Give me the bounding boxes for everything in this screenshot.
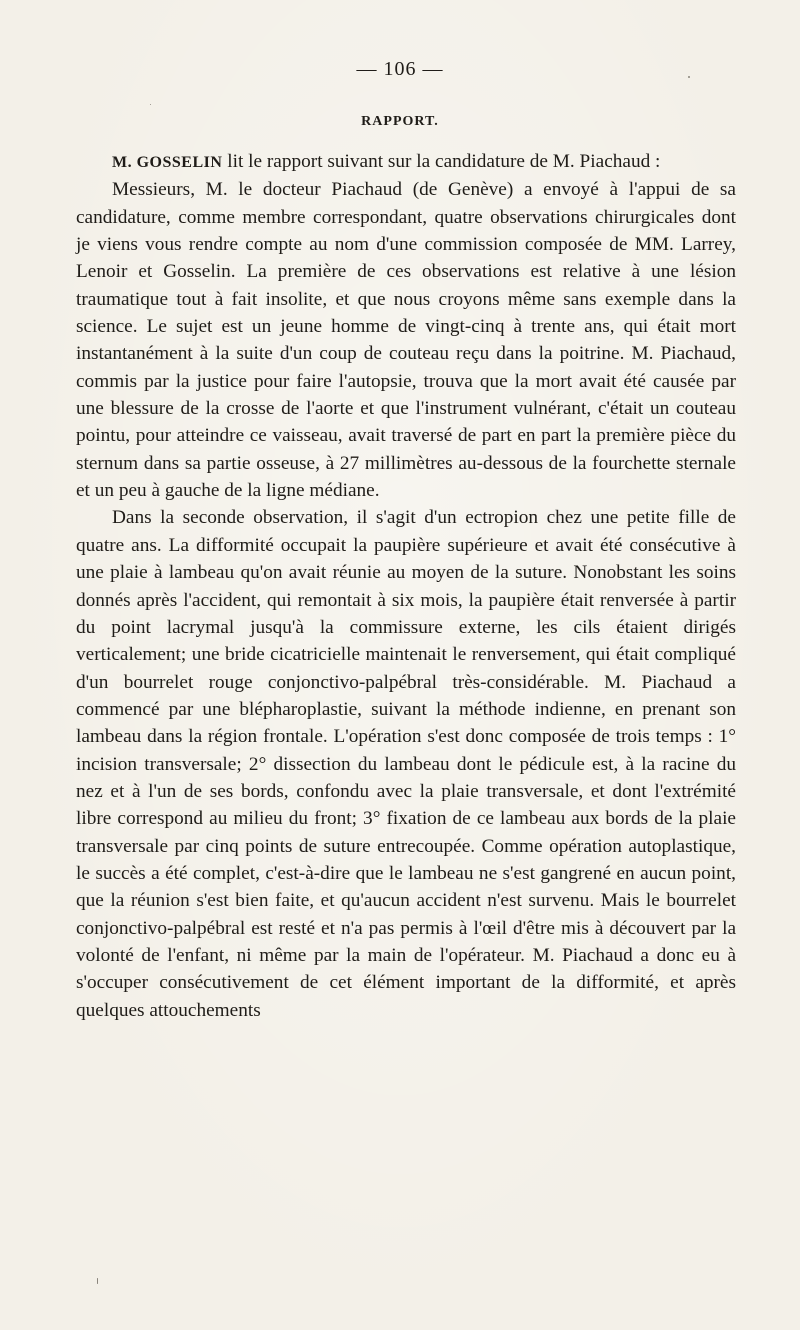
paragraph-intro (76, 148, 736, 176)
paper-speck (97, 1278, 98, 1284)
paper-speck (688, 76, 690, 78)
section-heading: RAPPORT. (361, 114, 439, 129)
paragraph-intro-text: lit le rapport suivant sur la candidature de M. Piachaud : (222, 151, 661, 172)
paragraph-first-observation: Messieurs, M. le docteur Piachaud (de Genève) a envoyé à l'appui de sa candidature, comme membre correspondant, quatre observations chirurgicales dont je viens vous rendre compte au nom d'une commission composée de MM. Larrey, Lenoir et Gosselin. La première de ces observations est relative à une lésion traumatique tout à fait insolite, et que nous croyons même sans exemple dans la science. Le sujet est un jeune homme de vingt-cinq à trente ans, qui était mort instantanément à la suite d'un coup de couteau reçu dans la poitrine. M. Piachaud, commis par la justice pour faire l'autopsie, trouva que la mort avait été causée par une blessure de la crosse de l'aorte et que l'instrument vulnérant, c'était un couteau pointu, pour atteindre ce vaisseau, avait traversé de part en part la première pièce du sternum dans sa partie osseuse, à 27 millimètres au-dessous de la fourchette sternale et un peu à gauche de la ligne médiane. (76, 179, 736, 502)
paragraph-second-observation: Dans la seconde observation, il s'agit d'un ectropion chez une petite fille de quatre ans. La difformité occupait la paupière supérieure et avait été consécutive à une plaie à lambeau qu'on avait réunie au moyen de la suture. Nonobstant les soins donnés après l'accident, qui remontait à six mois, la paupière était renversée à partir du point lacrymal jusqu'à la commissure externe, les cils étaient dirigés verticalement; une bride cicatricielle maintenait le renversement, qui était compliqué d'un bourrelet rouge conjonctivo-palpébral très-considérable. M. Piachaud a commencé par une blépharoplastie, suivant la méthode indienne, en prenant son lambeau dans la région frontale. L'opération s'est donc composée de trois temps : 1° incision transversale; 2° dissection du lambeau dont le pédicule est, à la racine du nez et à l'un de ses bords, confondu avec la plaie transversale, et dont l'extrémité libre correspond au milieu du front; 3° fixation de ce lambeau aux bords de la plaie transversale par cinq points de suture entrecoupée. Comme opération autoplastique, le succès a été complet, c'est-à-dire que le lambeau ne s'est gangrené en aucun point, que la réunion s'est bien faite, et qu'aucun accident n'est survenu. Mais le bourrelet conjonctivo-palpébral est resté et n'a pas permis à l'œil d'être mis à découvert par la volonté de l'enfant, ni même par la main de l'opérateur. M. Piachaud a donc eu à s'occuper consécutivement de cet élément important de la difformité, et après quelques attouchements (76, 507, 736, 1021)
body-text (76, 148, 736, 1024)
paper-speck (150, 104, 151, 105)
speaker-name: M. GOSSELIN (112, 154, 223, 171)
page-number: — 106 — (356, 58, 444, 80)
